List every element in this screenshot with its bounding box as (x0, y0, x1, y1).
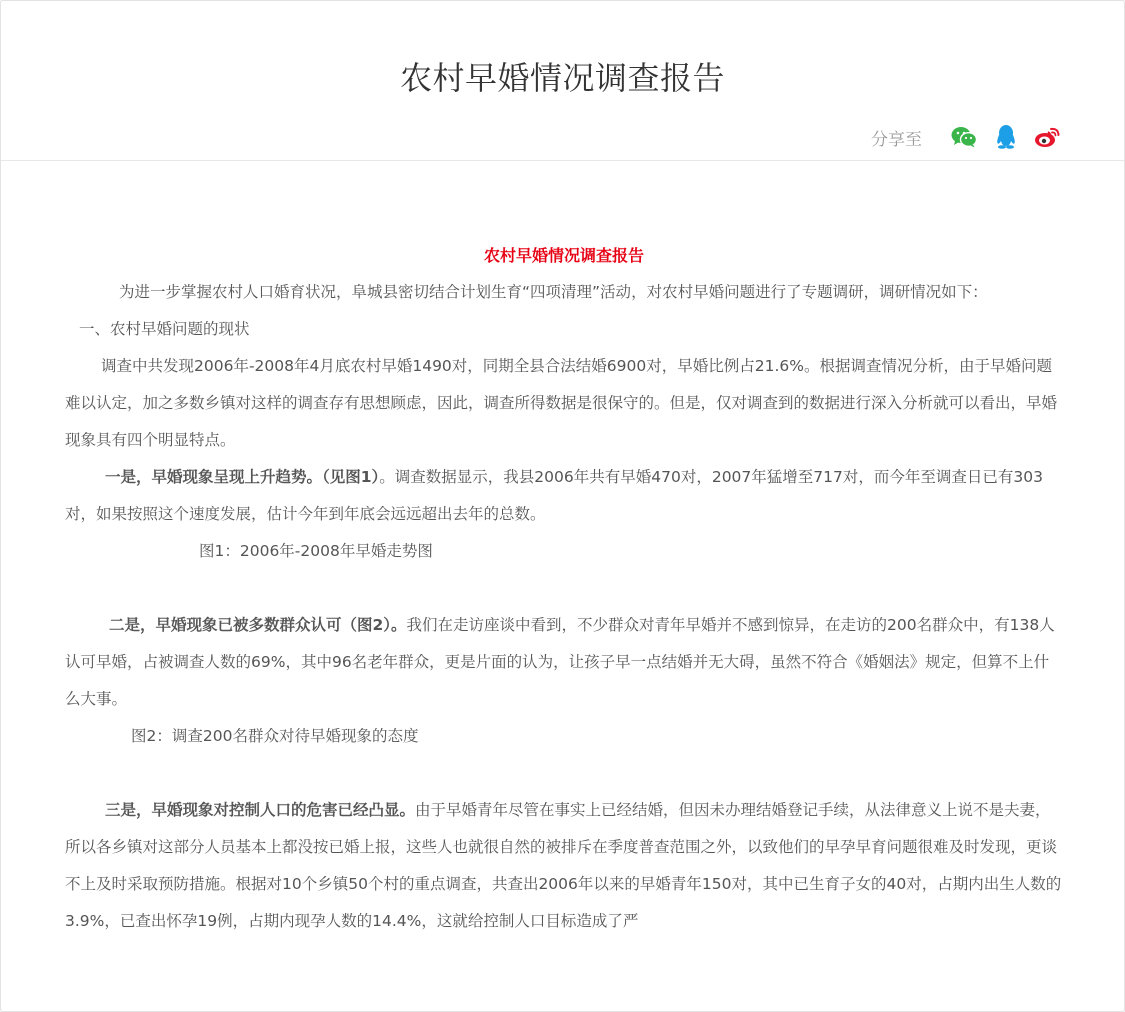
point-two-paragraph (65, 607, 1063, 718)
intro-paragraph: 为进一步掌握农村人口婚育状况，阜城县密切结合计划生育“四项清理”活动，对农村早婚问题进行了专题调研，调研情况如下： (119, 283, 988, 301)
point-two-text: 我们在走访座谈中看到，不少群众对青年早婚并不感到惊异，在走访的200名群众中，有138人认可早婚，占被调查人数的69%，其中96名老年群众，更是片面的认为，让孩子早一点结婚并无大碍，虽然不符合《婚姻法》规定，但算不上什么大事。 (65, 616, 1055, 708)
point-three-text: 由于早婚青年尽管在事实上已经结婚，但因未办理结婚登记手续，从法律意义上说不是夫妻，所以各乡镇对这部分人员基本上都没按已婚上报，这些人也就很自然的被排斥在季度普查范围之外，以致他们的早孕早育问题很难及时发现，更谈不上及时采取预防措施。根据对10个乡镇50个村的重点调查，共查出2006年以来的早婚青年150对，其中已生育子女的40对，占期内出生人数的3.9%，已查出怀孕19例，占期内现孕人数的14.4%，这就给控制人口目标造成了严 (65, 801, 1062, 930)
share-label: 分享至 (871, 129, 922, 150)
section-title: 一、农村早婚问题的现状 (79, 320, 250, 338)
point-one-paragraph (65, 459, 1063, 533)
point-three-heading: 三是，早婚现象对控制人口的危害已经凸显。 (105, 801, 416, 819)
weibo-icon[interactable] (1034, 123, 1062, 151)
share-bar (871, 123, 1062, 151)
figure-two-caption: 图2：调查200名群众对待早婚现象的态度 (131, 727, 419, 745)
paragraph-summary: 调查中共发现2006年-2008年4月底农村早婚1490对，同期全县合法结婚6900对，早婚比例占21.6%。根据调查情况分析，由于早婚问题难以认定，加之多数乡镇对这样的调查存有思想顾虑，因此，调查所得数据是很保守的。但是，仅对调查到的数据进行深入分析就可以看出，早婚现象具有四个明显特点。 (65, 357, 1058, 449)
figure-one-placeholder (65, 570, 1063, 607)
figure-two-placeholder (65, 755, 1063, 792)
article-header (1, 1, 1124, 161)
point-two-heading: 二是，早婚现象已被多数群众认可（图2）。 (109, 616, 407, 634)
point-one-heading: 一是，早婚现象呈现上升趋势。（见图1） (105, 468, 380, 486)
point-one-text: 。调查数据显示，我县2006年共有早婚470对，2007年猛增至717对，而今年至调查日已有303对，如果按照这个速度发展，估计今年到年底会远远超出去年的总数。 (65, 468, 1043, 523)
article-body (65, 237, 1063, 940)
wechat-icon[interactable] (950, 123, 978, 151)
article-heading: 农村早婚情况调查报告 (483, 246, 644, 265)
point-three-paragraph (65, 792, 1063, 940)
page-title: 农村早婚情况调查报告 (399, 59, 725, 97)
figure-one-caption: 图1：2006年-2008年早婚走势图 (199, 542, 433, 560)
qq-icon[interactable] (992, 123, 1020, 151)
